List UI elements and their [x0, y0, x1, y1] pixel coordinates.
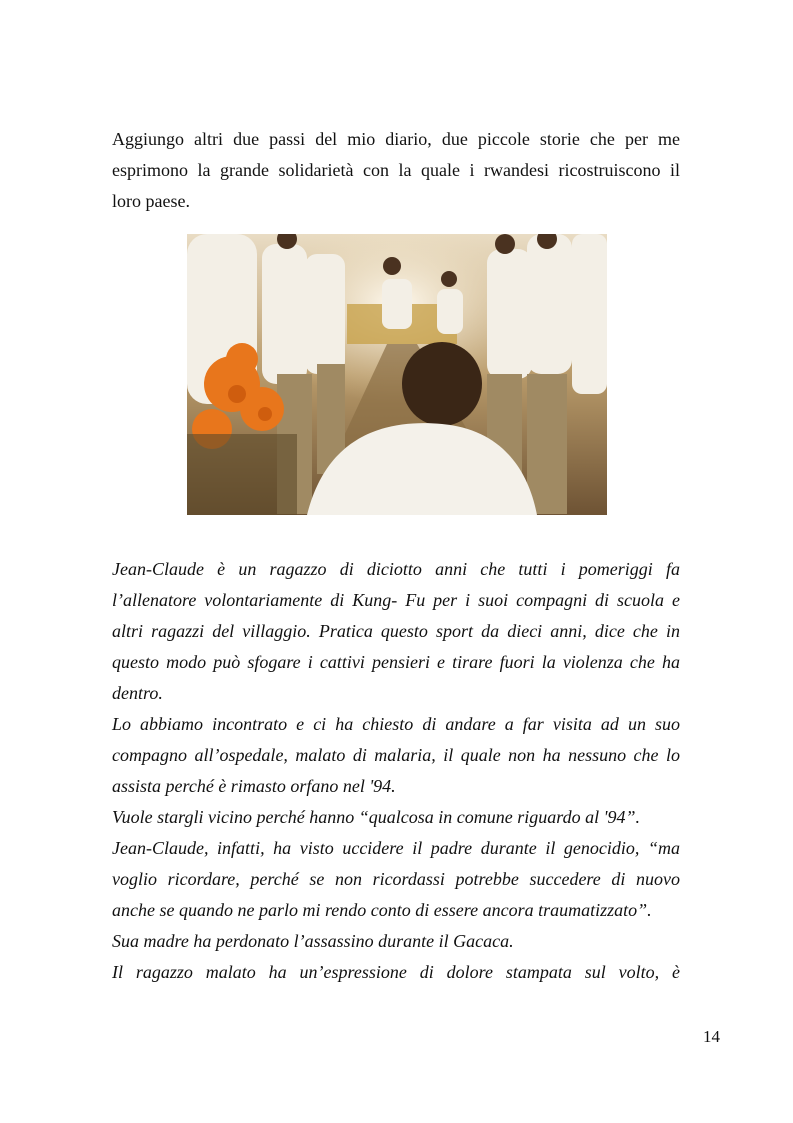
story-line-2: l’allenatore volontariamente di Kung- Fu per i suoi compagni di scuola e — [112, 590, 680, 610]
page-number: 14 — [703, 1027, 720, 1046]
story-paragraph — [112, 554, 680, 988]
story-line-12: anche se quando ne parlo mi rendo conto di essere ancora traumatizzato”. — [112, 900, 652, 920]
photo-image — [187, 234, 607, 515]
intro-line-2: esprimono la grande solidarietà con la quale i rwandesi ricostruiscono il — [112, 160, 680, 180]
story-line-9: Vuole stargli vicino perché hanno “qualcosa in comune riguardo al '94”. — [112, 807, 640, 827]
story-line-5: dentro. — [112, 683, 163, 703]
story-line-1: Jean-Claude è un ragazzo di diciotto anni che tutti i pomeriggi fa — [112, 559, 680, 579]
story-line-14: Il ragazzo malato ha un’espressione di dolore stampata sul volto, è — [112, 962, 680, 982]
story-line-8: assista perché è rimasto orfano nel '94. — [112, 776, 396, 796]
photo — [187, 234, 607, 515]
intro-line-3: loro paese. — [112, 191, 190, 211]
intro-line-1: Aggiungo altri due passi del mio diario, due piccole storie che per me — [112, 129, 680, 149]
story-line-7: compagno all’ospedale, malato di malaria, il quale non ha nessuno che lo — [112, 745, 680, 765]
story-line-4: questo modo può sfogare i cattivi pensieri e tirare fuori la violenza che ha — [112, 652, 680, 672]
intro-paragraph — [112, 124, 680, 217]
story-line-13: Sua madre ha perdonato l’assassino durante il Gacaca. — [112, 931, 514, 951]
story-line-6: Lo abbiamo incontrato e ci ha chiesto di andare a far visita ad un suo — [112, 714, 680, 734]
story-line-3: altri ragazzi del villaggio. Pratica questo sport da dieci anni, dice che in — [112, 621, 680, 641]
story-line-11: voglio ricordare, perché se non ricordassi potrebbe succedere di nuovo — [112, 869, 680, 889]
story-line-10: Jean-Claude, infatti, ha visto uccidere il padre durante il genocidio, “ma — [112, 838, 680, 858]
